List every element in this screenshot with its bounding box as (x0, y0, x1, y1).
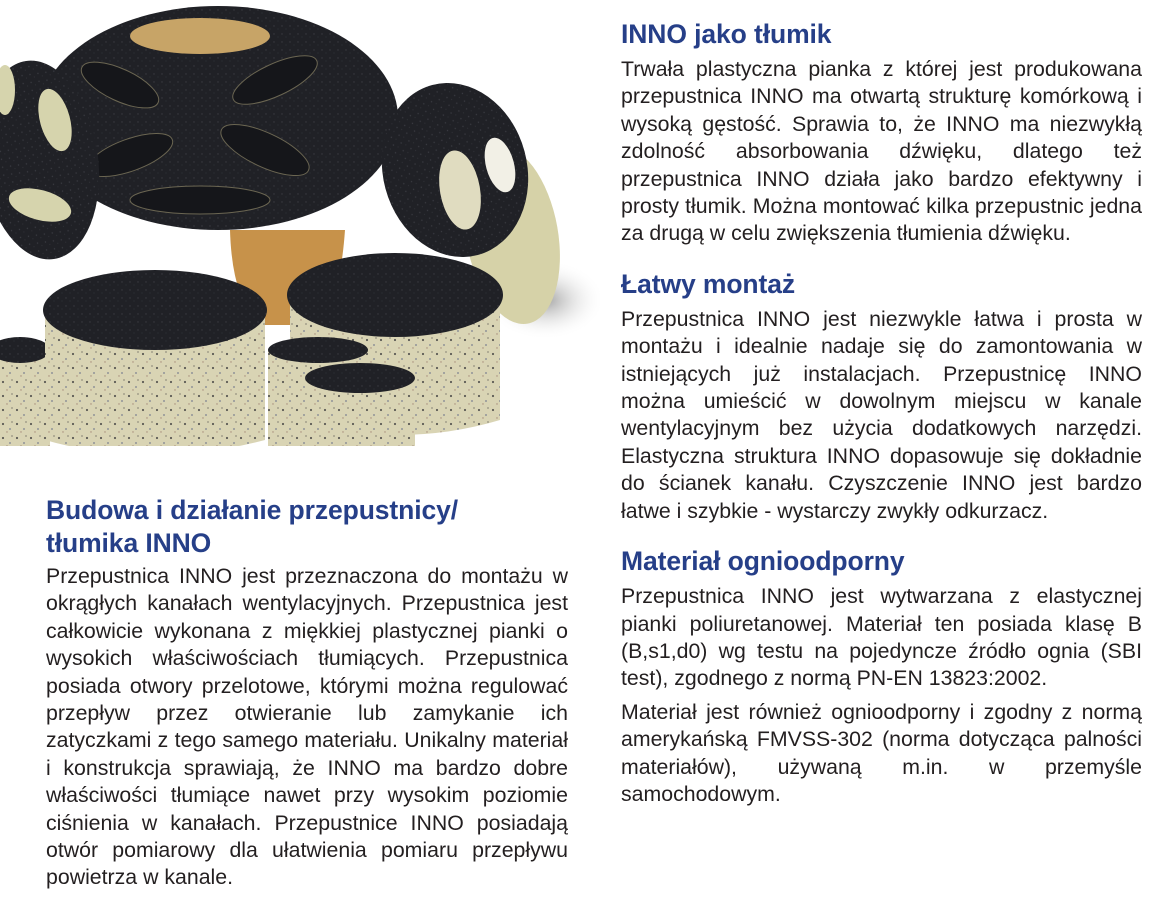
section-body: Przepustnica INNO jest wytwarzana z elastycznej pianki poliuretanowej. Materiał ten posiada klasę B (B,s1,d0) wg testu na pojedyncze źródło ognia (SBI test), zgodnego z normą PN-EN 13823:2002. (621, 584, 1142, 691)
section-construction (46, 494, 568, 892)
section-body: Przepustnica INNO jest niezwykle łatwa i prosta w montażu i idealnie nadaje się do zamontowania w istniejących już instalacjach. Przepustnicę INNO można umieścić w dowolnym miejscu w kanale wentylacyjnym bez użycia dodatkowych narzędzi. Elastyczna struktura INNO dopasowuje się dokładnie do ścianek kanału. Czyszczenie INNO jest bardzo łatwe i szybkie - wystarczy zwykły odkurzacz. (621, 306, 1142, 523)
product-photo (0, 0, 600, 460)
section-silencer (621, 18, 1142, 248)
heading-line-2: tłumika INNO (46, 528, 212, 558)
section-easy-installation (621, 268, 1142, 525)
section-fireproof-material (621, 545, 1142, 808)
right-column (621, 18, 1142, 828)
section-heading: Materiał ognioodporny (621, 546, 905, 577)
section-heading (46, 494, 568, 560)
section-body: Materiał jest również ognioodporny i zgodny z normą amerykańską FMVSS-302 (norma dotycząca palności materiałów), używaną m.in. w przemyśle samochodowym. (621, 699, 1142, 806)
section-heading: Łatwy montaż (621, 268, 796, 299)
section-body: Trwała plastyczna pianka z której jest produkowana przepustnica INNO ma otwartą strukturę komórkową i wysoką gęstość. Sprawia to, że INNO ma niezwykłą zdolność absorbowania dźwięku, dlatego też przepustnica INNO działa jako bardzo efektywny i prosty tłumik. Można montować kilka przepustnic jedna za drugą w celu zwiększenia tłumienia dźwięku. (621, 57, 1142, 246)
heading-line-1: Budowa i działanie przepustnicy/ (46, 495, 459, 525)
section-heading: INNO jako tłumik (621, 19, 832, 49)
foam-dampers-illustration (0, 0, 600, 460)
section-body: Przepustnica INNO jest przeznaczona do montażu w okrągłych kanałach wentylacyjnych. Przepustnica jest całkowicie wykonana z miękkiej plastycznej pianki o wysokich właściwościach tłumiących. Przepustnica posiada otwory przelotowe, którymi można regulować przepływ przez otwieranie lub zamykanie ich zatyczkami z tego samego materiału. Unikalny materiał i konstrukcja sprawiają, że INNO ma bardzo dobre właściwości tłumiące nawet przy wysokim poziomie ciśnienia w kanałach. Przepustnice INNO posiadają otwór pomiarowy dla ułatwienia pomiaru przepływu powietrza w kanale. (46, 564, 568, 890)
